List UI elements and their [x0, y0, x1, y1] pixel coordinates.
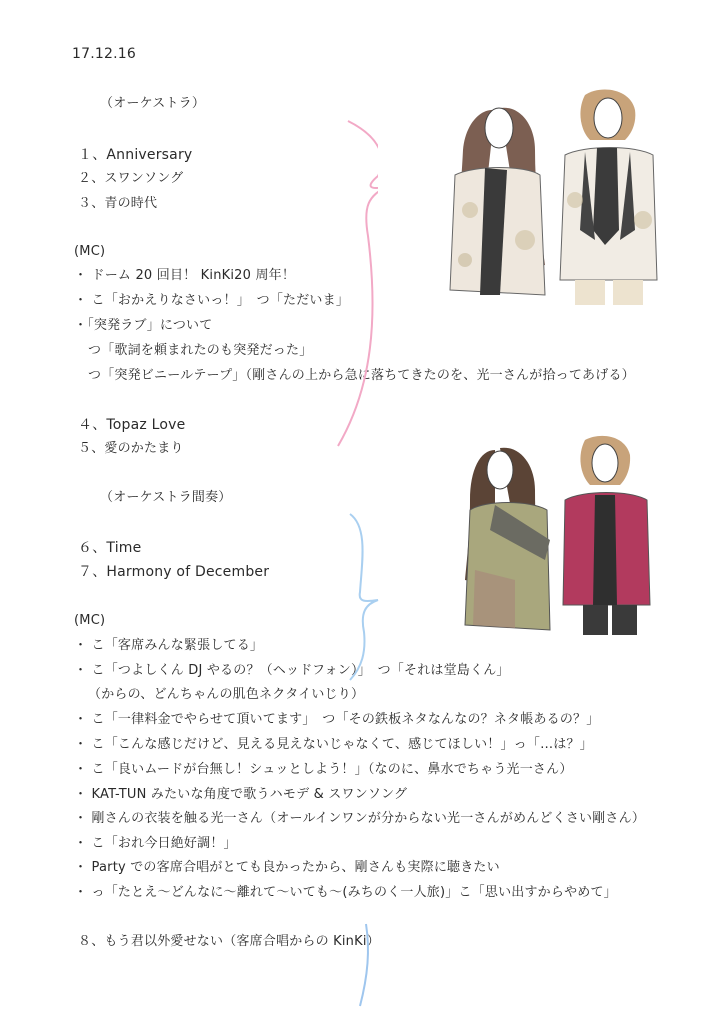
- song-5: ５、愛のかたまり: [78, 441, 184, 456]
- song-3: ３、青の時代: [78, 196, 158, 211]
- mc-item: つ「歌詞を頼まれたのも突発だった」: [88, 343, 313, 358]
- mc-heading-1: (MC): [74, 244, 106, 259]
- mc-item: （からの、どんちゃんの肌色ネクタイいじり）: [88, 687, 365, 702]
- orchestra-label: （オーケストラ）: [100, 96, 206, 111]
- mc-heading-2: (MC): [74, 613, 106, 628]
- mc-item: ・ こ「おかえりなさいっ！」 つ「ただいま」: [74, 293, 350, 308]
- mc-item: ・ ドーム 20 回目！ KinKi20 周年！: [74, 268, 296, 283]
- mc-item: ・「突発ラブ」について: [74, 318, 213, 333]
- illustration-pair-top: [425, 80, 685, 310]
- song-1: １、Anniversary: [78, 147, 193, 163]
- song-2: ２、スワンソング: [78, 171, 184, 186]
- mc-item: ・ こ「おれ今日絶好調！」: [74, 836, 237, 851]
- blue-brace-bottom-decoration: [352, 920, 382, 1010]
- illustration-pair-bottom: [455, 430, 675, 640]
- mc-item: ・ こ「良いムードが台無し！シュッとしよう！」（なのに、鼻水でちゃう光一さん）: [74, 762, 573, 777]
- mc-item: ・ KAT-TUN みたいな角度で歌うハモデ & スワンソング: [74, 787, 408, 802]
- blue-brace-decoration: [340, 512, 400, 682]
- mc-item: ・ こ「一律料金でやらせて頂いてます」 つ「その鉄板ネタなんなの？ネタ帳あるの？」: [74, 712, 600, 727]
- song-7: ７、Harmony of December: [78, 564, 270, 580]
- song-8: ８、もう君以外愛せない（客席合唱からの KinKi）: [78, 934, 380, 949]
- pink-brace-decoration: [318, 116, 378, 456]
- mc-item: ・ こ「こんな感じだけど、見える見えないじゃなくて、感じてほしい！」っ「…は？」: [74, 737, 593, 752]
- mc-item: ・ 剛さんの衣装を触る光一さん（オールインワンが分からない光一さんがめんどくさい剛さん）: [74, 811, 646, 826]
- mc-item: ・ こ「客席みんな緊張してる」: [74, 638, 264, 653]
- mc-item: ・ っ「たとえ〜どんなに〜離れて〜いても〜(みちのく一人旅)」こ「思い出すからやめて」: [74, 885, 617, 900]
- mc-item: つ「突発ビニールテープ」（剛さんの上から急に落ちてきたのを、光一さんが拾ってあげる）: [88, 368, 635, 383]
- mc-item: ・ こ「つよしくん DJ やるの？（ヘッドフォン）」 つ「それは堂島くん」: [74, 663, 510, 678]
- mc-item: ・ Party での客席合唱がとても良かったから、剛さんも実際に聴きたい: [74, 860, 500, 875]
- orchestra-interlude-label: （オーケストラ間奏）: [100, 490, 232, 505]
- date-label: 17.12.16: [72, 46, 136, 62]
- song-4: ４、Topaz Love: [78, 417, 186, 433]
- song-6: ６、Time: [78, 540, 142, 556]
